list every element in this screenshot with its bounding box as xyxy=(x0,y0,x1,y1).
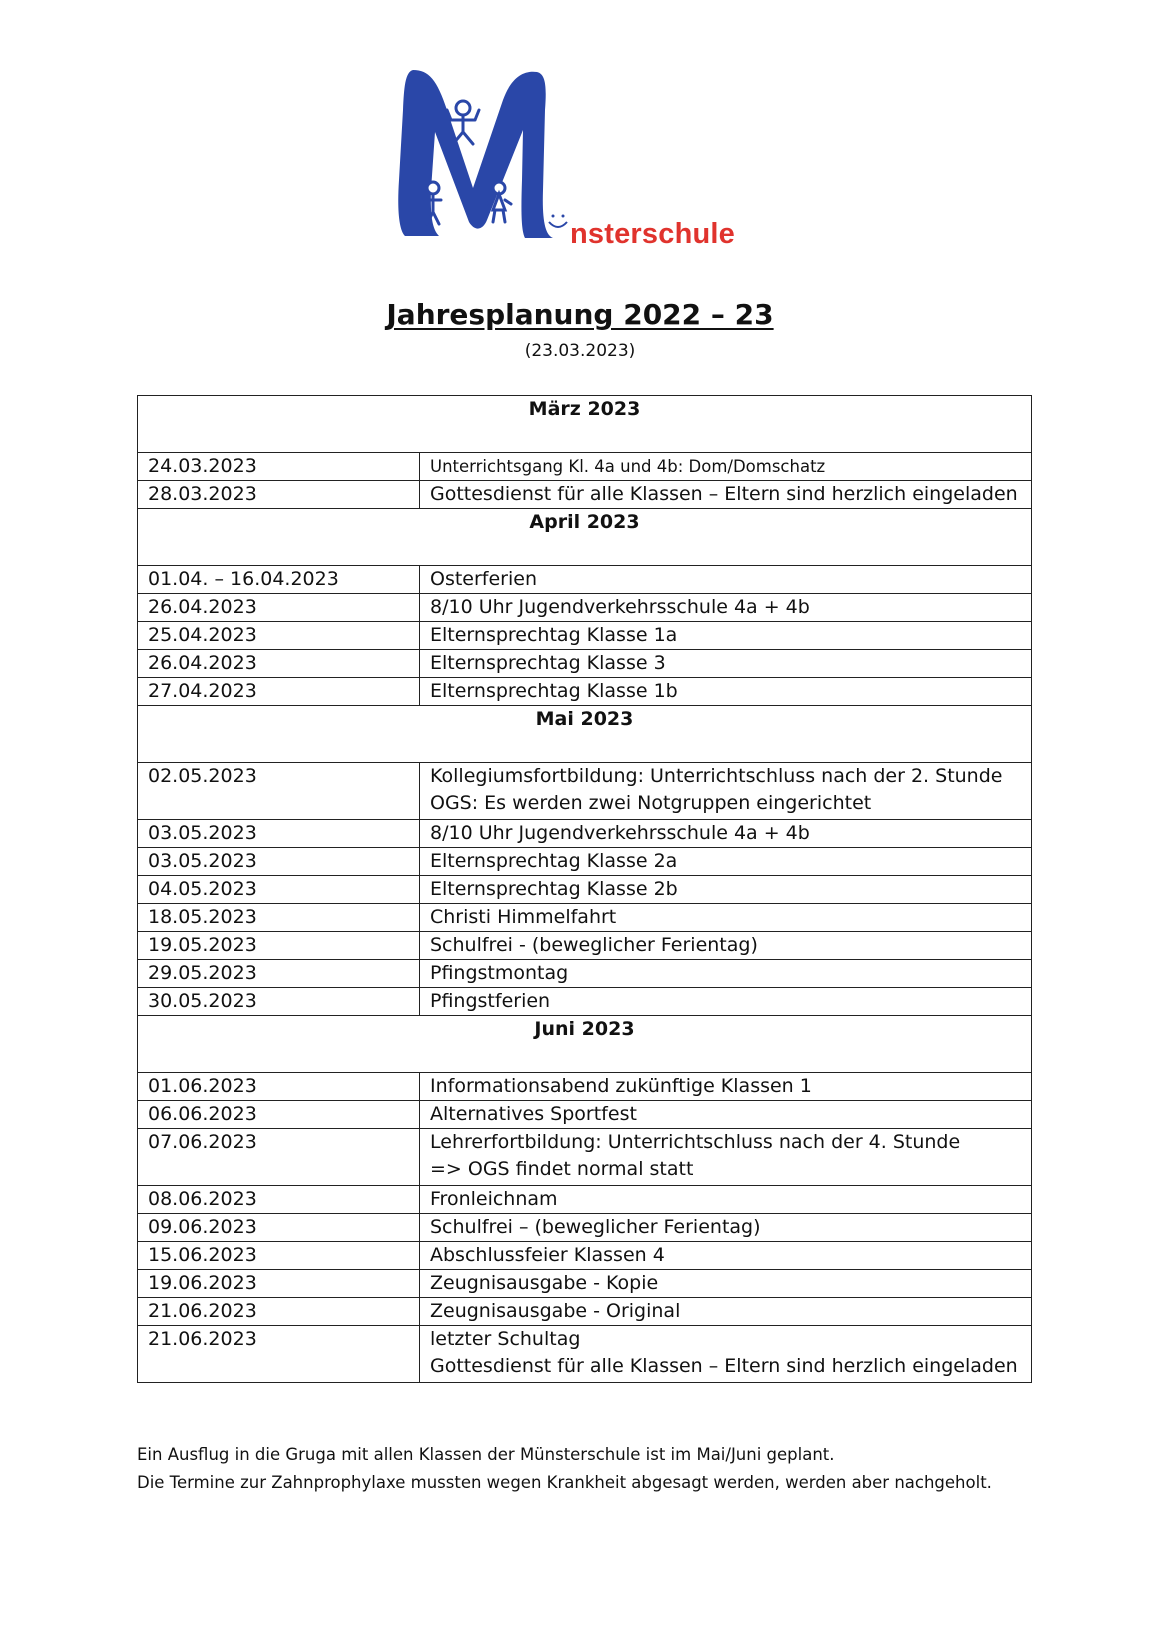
table-row xyxy=(138,566,1032,594)
event-cell xyxy=(420,988,1032,1016)
page-subtitle: (23.03.2023) xyxy=(524,341,636,361)
event-cell xyxy=(420,1214,1032,1242)
event-text: Elternsprechtag Klasse 2a xyxy=(430,850,678,872)
event-cell xyxy=(420,1326,1032,1383)
event-text: Schulfrei – (beweglicher Ferientag) xyxy=(430,1216,761,1238)
event-text: Kollegiumsfortbildung: Unterrichtschluss nach der 2. Stunde xyxy=(430,765,1003,787)
event-cell xyxy=(420,481,1032,509)
date-cell: 30.05.2023 xyxy=(138,988,420,1016)
date-cell: 04.05.2023 xyxy=(138,876,420,904)
event-text: Informationsabend zukünftige Klassen 1 xyxy=(430,1075,812,1097)
event-text: Abschlussfeier Klassen 4 xyxy=(430,1244,665,1266)
table-row xyxy=(138,932,1032,960)
event-cell xyxy=(420,1073,1032,1101)
table-row xyxy=(138,453,1032,481)
table-row xyxy=(138,1326,1032,1383)
date-cell: 06.06.2023 xyxy=(138,1101,420,1129)
date-cell: 21.06.2023 xyxy=(138,1298,420,1326)
table-row xyxy=(138,820,1032,848)
event-text: 8/10 Uhr Jugendverkehrsschule 4a + 4b xyxy=(430,596,810,618)
table-row xyxy=(138,904,1032,932)
event-text: Elternsprechtag Klasse 2b xyxy=(430,878,678,900)
table-row xyxy=(138,1242,1032,1270)
table-row xyxy=(138,1073,1032,1101)
event-cell xyxy=(420,566,1032,594)
table-row xyxy=(138,1270,1032,1298)
logo-text: nsterschule xyxy=(570,218,735,250)
table-row xyxy=(138,876,1032,904)
table-row xyxy=(138,594,1032,622)
event-text: letzter Schultag xyxy=(430,1328,581,1350)
event-cell xyxy=(420,1298,1032,1326)
event-cell xyxy=(420,1101,1032,1129)
date-cell: 27.04.2023 xyxy=(138,678,420,706)
event-cell xyxy=(420,848,1032,876)
table-row xyxy=(138,650,1032,678)
table-row xyxy=(138,848,1032,876)
date-cell: 26.04.2023 xyxy=(138,650,420,678)
month-header: März 2023 xyxy=(138,396,1032,453)
date-cell: 29.05.2023 xyxy=(138,960,420,988)
event-text: Zeugnisausgabe - Kopie xyxy=(430,1272,659,1294)
table-row xyxy=(138,1129,1032,1186)
table-row xyxy=(138,763,1032,820)
event-cell xyxy=(420,622,1032,650)
event-text: Schulfrei - (beweglicher Ferientag) xyxy=(430,934,758,956)
footer-notes xyxy=(137,1441,992,1497)
date-cell: 26.04.2023 xyxy=(138,594,420,622)
event-text: Unterrichtsgang Kl. 4a und 4b: Dom/Domschatz xyxy=(430,457,826,476)
date-cell: 24.03.2023 xyxy=(138,453,420,481)
date-cell: 01.04. – 16.04.2023 xyxy=(138,566,420,594)
event-text: Alternatives Sportfest xyxy=(430,1103,637,1125)
event-cell xyxy=(420,453,1032,481)
event-text: Pfingstmontag xyxy=(430,962,569,984)
date-cell: 02.05.2023 xyxy=(138,763,420,820)
page-title: Jahresplanung 2022 – 23 xyxy=(386,298,774,331)
event-cell xyxy=(420,820,1032,848)
table-row xyxy=(138,622,1032,650)
table-row xyxy=(138,960,1032,988)
schedule-table xyxy=(137,395,1032,1383)
date-cell: 21.06.2023 xyxy=(138,1326,420,1383)
event-text: Christi Himmelfahrt xyxy=(430,906,617,928)
event-cell xyxy=(420,678,1032,706)
event-text: Elternsprechtag Klasse 3 xyxy=(430,652,666,674)
date-cell: 28.03.2023 xyxy=(138,481,420,509)
footer-note: Die Termine zur Zahnprophylaxe mussten wegen Krankheit abgesagt werden, werden aber nachgeholt. xyxy=(137,1473,992,1492)
event-cell xyxy=(420,904,1032,932)
event-cell xyxy=(420,1129,1032,1186)
table-row xyxy=(138,678,1032,706)
event-cell xyxy=(420,932,1032,960)
table-row xyxy=(138,988,1032,1016)
event-text: OGS: Es werden zwei Notgruppen eingerichtet xyxy=(430,792,872,814)
event-text: Pfingstferien xyxy=(430,990,551,1012)
event-text: 8/10 Uhr Jugendverkehrsschule 4a + 4b xyxy=(430,822,810,844)
event-cell xyxy=(420,1186,1032,1214)
date-cell: 25.04.2023 xyxy=(138,622,420,650)
event-cell xyxy=(420,1270,1032,1298)
date-cell: 18.05.2023 xyxy=(138,904,420,932)
table-row xyxy=(138,1214,1032,1242)
event-text: Gottesdienst für alle Klassen – Eltern sind herzlich eingeladen xyxy=(430,483,1018,505)
event-text: Elternsprechtag Klasse 1b xyxy=(430,680,678,702)
month-header: Juni 2023 xyxy=(138,1016,1032,1073)
table-row xyxy=(138,481,1032,509)
table-row xyxy=(138,1186,1032,1214)
event-cell xyxy=(420,594,1032,622)
date-cell: 19.06.2023 xyxy=(138,1270,420,1298)
event-text: Osterferien xyxy=(430,568,538,590)
date-cell: 03.05.2023 xyxy=(138,848,420,876)
table-row xyxy=(138,1101,1032,1129)
event-cell xyxy=(420,960,1032,988)
event-text: Gottesdienst für alle Klassen – Eltern sind herzlich eingeladen xyxy=(430,1355,1018,1377)
event-cell xyxy=(420,1242,1032,1270)
footer-note: Ein Ausflug in die Gruga mit allen Klassen der Münsterschule ist im Mai/Juni geplant. xyxy=(137,1445,835,1464)
month-header: Mai 2023 xyxy=(138,706,1032,763)
date-cell: 07.06.2023 xyxy=(138,1129,420,1186)
date-cell: 01.06.2023 xyxy=(138,1073,420,1101)
event-text: Fronleichnam xyxy=(430,1188,558,1210)
table-row xyxy=(138,1298,1032,1326)
event-text: Lehrerfortbildung: Unterrichtschluss nach der 4. Stunde xyxy=(430,1131,961,1153)
date-cell: 09.06.2023 xyxy=(138,1214,420,1242)
date-cell: 15.06.2023 xyxy=(138,1242,420,1270)
date-cell: 03.05.2023 xyxy=(138,820,420,848)
event-text: => OGS findet normal statt xyxy=(430,1158,694,1180)
date-cell: 19.05.2023 xyxy=(138,932,420,960)
date-cell: 08.06.2023 xyxy=(138,1186,420,1214)
event-cell xyxy=(420,650,1032,678)
event-cell xyxy=(420,763,1032,820)
month-header: April 2023 xyxy=(138,509,1032,566)
event-text: Elternsprechtag Klasse 1a xyxy=(430,624,678,646)
event-text: Zeugnisausgabe - Original xyxy=(430,1300,681,1322)
event-cell xyxy=(420,876,1032,904)
